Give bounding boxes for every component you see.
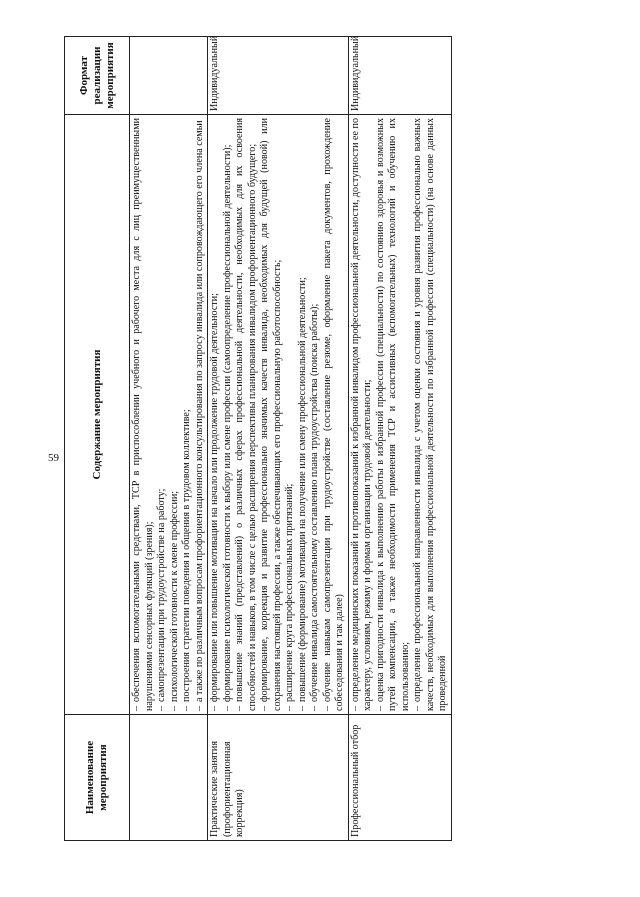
- list-item: [181, 118, 194, 711]
- bullet-dash: –: [221, 705, 233, 711]
- activity-content: [208, 115, 349, 715]
- activity-content: [130, 115, 208, 715]
- bullet-dash: –: [321, 705, 333, 711]
- list-item: [350, 118, 375, 711]
- list-item: [309, 118, 322, 711]
- bullet-dash: –: [296, 705, 308, 711]
- list-item-text: определение медицинских показаний и противопоказаний к избранной инвалидом профессиональной деятельности, доступности ее по характеру, условиям, режиму и формам организации трудовой деятельности;: [349, 118, 373, 711]
- list-item-text: оценка пригодности инвалида к выполнению работы в избранной профессии (специальности) по состоянию здоровья и возможных путей компенсации, а также необходимости применения ТСР и ассистивных (вспомогательных) технологий и обучению их использованию;: [374, 118, 411, 711]
- page-number: 59: [48, 452, 59, 464]
- activity-format: Индивидуальный: [208, 37, 349, 115]
- list-item: [259, 118, 284, 711]
- list-item-text: формирование психологической готовности к выбору или смене профессии (самоопределение профессиональной деятельности);: [221, 144, 233, 702]
- list-item-text: повышение знаний (представлений) о различных сферах профессиональной деятельности, необходимых для их освоения способностей и навыков, в том числе с целью расширения перспективы планирования инвалидом профориентационного будущего;: [234, 118, 258, 711]
- list-item-text: формирование или повышение мотивации на начало или продолжение трудовой деятельности;: [209, 293, 220, 702]
- list-item-text: формирование, коррекция и развитие профессионально значимых качеств инвалида, необходимых для будущей (новой) или сохранения настоящей профессии, а также обеспечивающих его профессиональную работоспособность;: [259, 118, 283, 711]
- activities-table: [64, 36, 452, 841]
- list-item: [412, 118, 450, 711]
- list-item: [209, 118, 222, 711]
- bullet-dash: –: [181, 705, 192, 711]
- list-item-text: психологической готовности к смене профессии;: [168, 490, 180, 702]
- list-item-text: обучение навыкам самопрезентации при трудоустройстве (составление резюме, оформление пакета документов, прохождение собеседования и так далее): [321, 118, 345, 711]
- list-item: [322, 118, 347, 711]
- list-item: [169, 118, 182, 711]
- activity-content: [348, 115, 451, 715]
- list-item: [222, 118, 235, 711]
- list-item: [284, 118, 297, 711]
- table-row: [348, 37, 451, 841]
- activity-name: [130, 715, 208, 841]
- table-row: [130, 37, 208, 841]
- bullet-dash: –: [374, 705, 386, 711]
- list-item-text: а также по различным вопросам профориентационного консультирования по запросу инвалида или сопровождающего его члена семьи: [193, 120, 205, 702]
- bullet-dash: –: [284, 705, 295, 711]
- bullet-dash: –: [259, 705, 270, 711]
- list-item-text: обучение инвалида самостоятельному составлению плана трудоустройства (поиска работы);: [309, 303, 320, 702]
- bullet-dash: –: [309, 705, 320, 711]
- list-item: [156, 118, 169, 711]
- activity-format: Индивидуальный: [348, 37, 451, 115]
- table-header-row: [65, 37, 130, 841]
- bullet-dash: –: [168, 705, 180, 711]
- bullet-dash: –: [349, 705, 361, 711]
- list-item-text: самопрезентации при трудоустройстве на работу;: [156, 488, 167, 702]
- list-item-text: повышение (формирование) мотивации на получение или смену профессиональной деятельности;: [296, 277, 308, 702]
- list-item-text: построения стратегии поведения и общения в трудовом коллективе;: [181, 409, 192, 702]
- header-name: Наименование мероприятия: [65, 715, 130, 841]
- bullet-dash: –: [156, 705, 167, 711]
- activity-name: Практические занятия (профориентационная коррекция): [208, 715, 349, 841]
- header-format: Формат реализации мероприятия: [65, 37, 130, 115]
- list-item-text: расширение круга профессиональных притязаний;: [284, 483, 295, 702]
- list-item-text: определение профессиональной направленности инвалида с учетом оценки состояния и уровня развития профессионально важных качеств, необходимых для выполнения профессиональной деятельности по избранной профессии (специальности) (на основе данных проведенной: [412, 118, 448, 711]
- list-item: [297, 118, 310, 711]
- list-item: [194, 118, 207, 711]
- bullet-dash: –: [234, 705, 245, 711]
- table-row: [208, 37, 349, 841]
- list-item: [131, 118, 156, 711]
- bullet-dash: –: [131, 705, 142, 711]
- header-content: Содержание мероприятия: [65, 115, 130, 715]
- list-item-text: обеспечения вспомогательными средствами, ТСР в приспособлении учебного и рабочего места для с лиц преимущественными нарушениями сенсорных функций (зрения);: [131, 118, 155, 711]
- bullet-dash: –: [193, 705, 205, 711]
- activity-format: [130, 37, 208, 115]
- list-item: [375, 118, 413, 711]
- bullet-dash: –: [412, 705, 423, 711]
- list-item: [234, 118, 259, 711]
- activity-name: Профессиональный отбор: [348, 715, 451, 841]
- bullet-dash: –: [209, 705, 220, 711]
